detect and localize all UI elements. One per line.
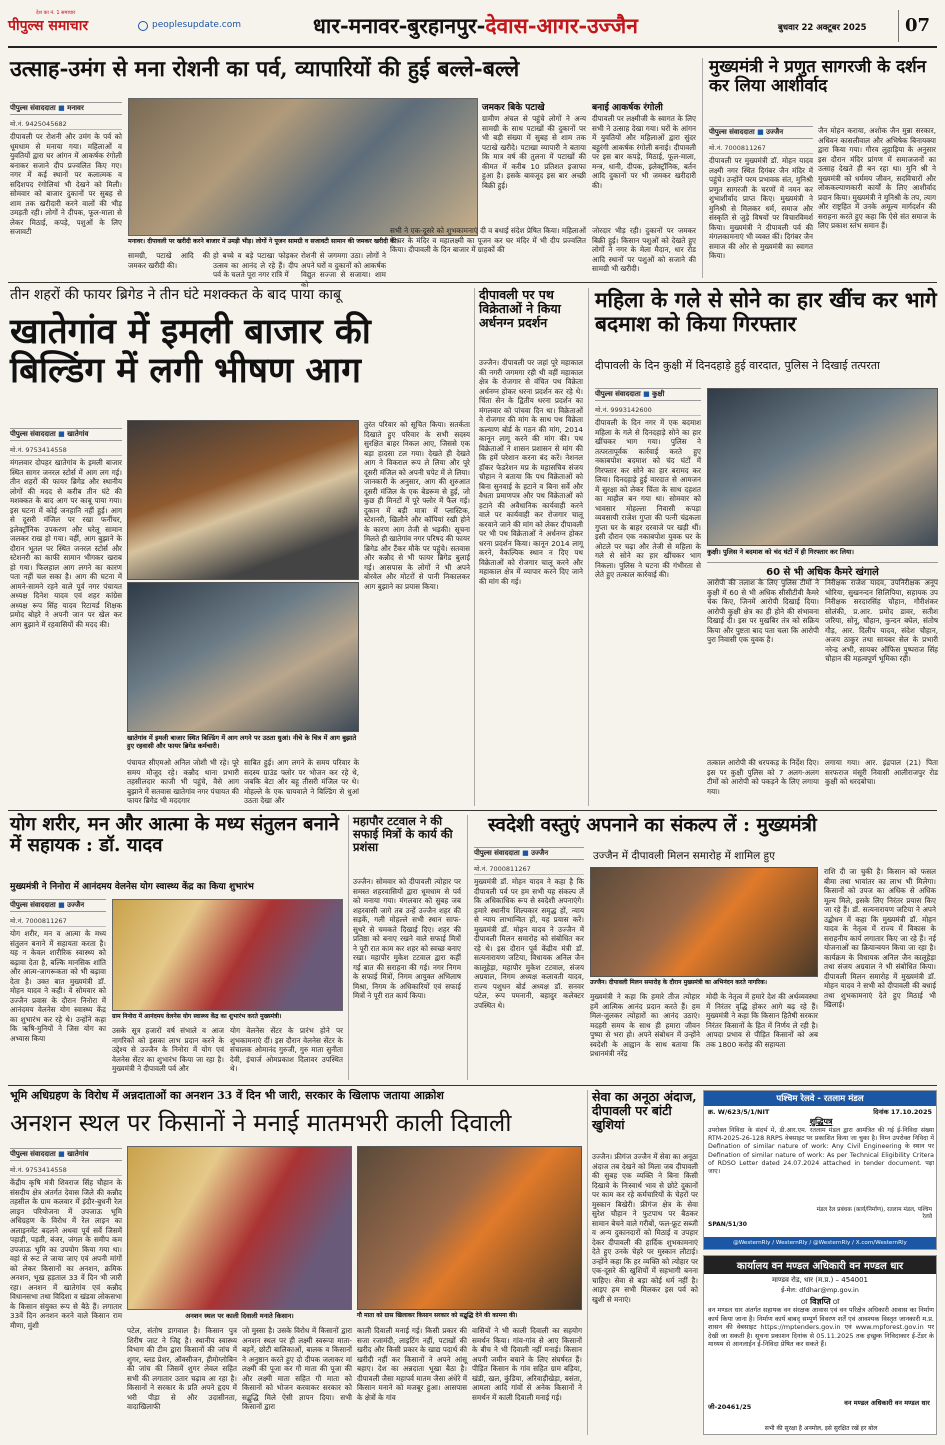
farmers-story-col3: जो मुस्सा है। उसके विरोध में किसानों द्वारा अनशन स्थल पर ही लक्ष्मी स्वरूपा माता-बहनें, छोटी बालिकाओं, बालक व किसानों ने अनुष्ठान करते हुए दो दीपक जलाकर मां लक्ष्मी की पूजा कर गौ माता की पूजा की और लक्ष्मी माता सहित गौ माता को किसानों को भोजन करवाकर सरकार को सद्बुद्धि मिले ऐसी ज्ञापन दिया। सभी किसानों द्वारा xyxy=(242,1326,352,1411)
forest-notice xyxy=(703,1255,937,1435)
farmers-story-kicker: भूमि अधिग्रहण के विरोध में अन्नदाताओं का अनशन 33 वें दिन भी जारी, सरकार के खिलाफ जताया आक्रोश xyxy=(10,1089,444,1102)
byline-place: कुक्षी xyxy=(652,390,665,398)
top-story-mobile: मो.नं. 9425045682 xyxy=(10,118,122,130)
byline-name: पीपुल्स संवाददाता xyxy=(474,849,520,857)
edition-title xyxy=(313,12,638,40)
railway-notice-header: पश्चिम रेलवे - रतलाम मंडल xyxy=(704,1091,936,1106)
railway-notice-ref: क्र. W/623/5/1/NIT xyxy=(708,1108,770,1116)
forest-notice-footer: सभी की सुरक्षा है अनमोल, इसे सुरक्षित रखें हर बोल xyxy=(764,1425,878,1432)
yoga-story-col2: उसके सूत्र हजारों वर्ष संभाले व आज नागरिकों को इसका लाभ प्रदान करने के उद्देश्य से उज्जैन के निनोरा में योग एवं वेलनेस सेंटर का शुभारंभ किया जा रहा है। मुख्यमंत्री ने दीपावली पर्व और xyxy=(112,1026,224,1073)
swadeshi-story-byline xyxy=(474,847,584,860)
byline-dot-icon: ■ xyxy=(757,128,764,136)
railway-notice-signer: मंडल रेल प्रबंधक (कार्य/निर्माण), रतलाम मंडल, पश्चिम रेलवे xyxy=(816,1207,932,1221)
brand-block xyxy=(8,10,133,44)
top-story-sub2-body: दीपावली पर लक्ष्मीजी के स्वागत के लिए सभी ने उत्साह देखा गया। घरों के आंगन में युवतियों और महिलाओं द्वारा सुंदर बहुरंगी आकर्षक रंगोली बनाई। दीपावली पर इस बार कपड़े, मिठाई, फूल-माला, मन्त्र, धानी, दीपक, इलेक्ट्रॉनिक, बर्तन आदि दुकानों पर भी जमकर खरीदारी की। xyxy=(592,114,696,190)
cm-pranut-mobile: मो.नं. 7000811267 xyxy=(709,142,813,154)
top-story-col5: रोशनी से जगमगा उठा। लोगों ने अपने घरों व दुकानों को आकर्षक विद्युत सज्जा से सजाया। शाम को xyxy=(301,251,387,289)
divider xyxy=(8,810,937,811)
market-crowd-photo xyxy=(128,98,478,236)
fire-story-bottom2: साबित हुई। आग लगने के समय परिवार के सदस्य ग्राउंड फ्लोर पर भोजन कर रहे थे, जबकि बेटा और बहू तीसरी मंजिल पर थे। मोहल्ले के एक चायवाले ने बिल्डिंग से धुआं उठता देखा और xyxy=(244,758,359,805)
swadeshi-story-subhead: उज्जैन में दीपावली मिलन समारोह में शामिल हुए xyxy=(593,850,775,862)
necklace-story xyxy=(588,288,937,806)
swadeshi-story-photo-caption: उज्जैन। दीपावली मिलन समारोह के दौरान मुख्यमंत्री का अभिनंदन करते नागरिक। xyxy=(590,979,818,989)
byline-dot-icon: ■ xyxy=(522,849,529,857)
top-story-sub2-tail: जोरदार भीड़ रही। दुकानों पर जमकर बिक्री हुई। किसान पशुओं को देखते हुए लोगों ने नगर के मेला मैदान, धार रोड आदि स्थानों पर पशुओं को सजाने की सामग्री भी खरीदी। xyxy=(592,226,696,273)
swadeshi-story-mobile: मो.नं. 7000811267 xyxy=(474,863,584,875)
railway-notice-title: शुद्धिपत्र xyxy=(809,1117,833,1126)
fire-story-bottom1: पंचायत सीएमओ अनिल जोशी भी रहे। पूरे समय मौजूद रहे। कन्नौद थाना प्रभारी तहसीलदार काजी भी पहुंचे, वैसे आग बुझाने में सतवास खातेगांव नगर पंचायत की फायर ब्रिगेड भी मददगार xyxy=(127,758,239,805)
fire-story-mobile: मो.नं. 9753414558 xyxy=(10,444,122,456)
yoga-story-col3: योग वेलनेस सेंटर के प्रारंभ होने पर शुभकामनाएं दीं। इस दौरान वेलनेस सेंटर के संचालक ओमानंद गुरुजी, गुरु माता सुनीता देवी, इंचार्ज ओमप्रकाश दिलावर उपस्थित थे। xyxy=(230,1026,343,1073)
forest-notice-email: ई-मेल: dfdhar@mp.gov.in xyxy=(781,1286,859,1294)
cm-pranut-byline xyxy=(709,126,813,139)
vendor-story xyxy=(474,288,584,806)
yoga-story-headline: योग शरीर, मन और आत्मा के मध्य संतुलन बनाने में सहायक : डॉ. यादव xyxy=(10,814,339,856)
top-story-col3: हो बच्चे व बड़े पटाखा फोड़कर उत्सव का आनंद ले रहे हैं। दीप पर्व के चलते पूरा नगर रात्रि में xyxy=(213,251,298,279)
forest-notice-title: कार्यालय वन मण्डल अधिकारी वन मण्डल धार xyxy=(704,1256,936,1274)
byline-name: पीपुल्स संवाददाता xyxy=(10,104,56,112)
byline-dot-icon: ■ xyxy=(58,104,65,112)
swadeshi-story-col2: मुख्यमंत्री ने कहा कि हमारे तीज त्योहार हमें आत्मिक आनंद प्रदान करते हैं। हम मिल-जुलकर त्योहारों का आनंद उठाएं। मदहरी समय के साथ ही हमारा जीवन पुष्पा से भरा हो। अपने संबोधन में उन्होंने स्वदेशी के आह्वान के साथ बताया कि प्रधानमंत्री नरेंद्र xyxy=(590,992,700,1058)
seva-story-headline: सेवा का अनूठा अंदाज, दीपावली पर बांटी खुशियां xyxy=(592,1089,697,1132)
byline-place: उज्जैन xyxy=(531,849,549,857)
farmers-story-col4: काली दिवाली मनाई गई। किसी प्रकार की सजा रजामंदी, लाइटिंग नहीं, पटाखों की खरीद और किसी प्रकार के खाद्य पदार्थ की खरीदी नहीं कर किसानों ने अपने आंसू बहाए। देश का अन्नदाता भूखा बैठा है। दीपावली जैसा महापर्व मातम जैसा अंधेरे में किसान मनाने को मजबूर हुआ। आसपास के क्षेत्रों के गांव xyxy=(357,1326,467,1402)
swadeshi-story-col3: मोदी के नेतृत्व में हमारे देश की अर्थव्यवस्था में निरंतर वृद्धि होकर आगे बढ़ रहे हैं। मुख्यमंत्री ने कहा कि किसान हितैषी सरकार निरंतर किसानों के हित में निर्णय ले रही है। आपदा प्रभाव से पीड़ित किसानों को अब तक 1800 करोड़ की सहायता xyxy=(706,992,818,1049)
top-story xyxy=(10,57,696,289)
swadeshi-story xyxy=(467,815,937,1080)
divider xyxy=(8,282,937,283)
fire-story-col1: मंगलवार दोपहर खातेगांव के इमली बाजार स्थित सागर जनरल स्टोर्स में आग लग गई। तीन शहरों की फायर ब्रिगेड और स्थानीय लोगों की मदद से करीब तीन घंटे की मशक्कत के बाद आग पर काबू पाया गया। इस घटना में कोई जनहानि नहीं हुई। आग से दूसरी मंजिल पर रखा फर्नीचर, इलेक्ट्रॉनिक उपकरण और घरेलू सामान जलकर राख हो गया। वहीं, आग बुझाने के दौरान भूतल पर स्थित जनरल स्टोर्स और स्टेशनरी का काफी सामान भीगकर खराब हो गया। फिलहाल आग लगने का कारण पता नहीं चल सका है। आग की घटना में आमने-सामने रहने वाले पूर्व नगर पंचायत अध्यक्ष दिनेश यादव एवं शहर कांग्रेस अध्यक्ष रूप सिंह यादव रिटायर्ड शिक्षक प्रमोद बोहरे ने अपनी जान पर खेल कर आग बुझाने में रहवासियों की मदद की। xyxy=(10,458,122,629)
swadeshi-story-col4: राशि दी जा चुकी है। किसान को फसल बीमा तथा भावांतर का लाभ भी मिलेगा। किसानों को उपज का अधिक से अधिक मूल्य मिले, इसके लिए निरंतर प्रयास किए जा रहे हैं। डॉ. सत्यनारायण जटिया ने अपने उद्बोधन में कहा कि मुख्यमंत्री डॉ. मोहन यादव के नेतृत्व में राज्य में विकास के सराहनीय कार्य लगातार किए जा रहे हैं। नई योजनाओं का क्रियान्वयन किया जा रहा है। कार्यक्रम के विधायक अनिल जैन कालूहेड़ा तथा संजय अग्रवाल ने भी संबोधित किया। दीपावली मिलन समारोह में मुख्यमंत्री डॉ. मोहन यादव ने सभी को दीपावली की बधाई तथा शुभकामनाएं देते हुए मिठाई भी खिलाई। xyxy=(824,867,936,1009)
farmers-story-mobile: मो.नं. 9753414558 xyxy=(10,1164,122,1176)
fire-story-byline xyxy=(10,428,122,441)
byline-dot-icon: ■ xyxy=(58,1150,65,1158)
yoga-story-photo-caption: ग्राम निनोरा में आनंदमय वेलनेस योग स्वास्थ्य केंद्र का शुभारंभ करते मुख्यमंत्री। xyxy=(112,1013,343,1023)
necklace-story-mobile: मो.नं. 9993142600 xyxy=(595,404,701,416)
fire-story xyxy=(10,288,470,806)
railway-notice xyxy=(703,1090,937,1250)
yoga-story-mobile: मो.नं. 7000811267 xyxy=(10,915,106,927)
forest-notice-address: माण्डव रोड, धार (म.प्र.) – 454001 xyxy=(771,1276,869,1284)
top-story-col2: सामग्री, पटाखे आदि की जमकर खरीदी की। xyxy=(128,251,210,270)
fire-building-photo xyxy=(127,420,359,580)
necklace-story-subhead: दीपावली के दिन कुक्षी में दिनदहाड़े हुई वारदात, पुलिस ने दिखाई तत्परता xyxy=(595,359,880,372)
top-story-sub2-head: बनाई आकर्षक रंगोली xyxy=(592,103,663,113)
railway-notice-social[interactable]: @WesternRly / WesternRly / @WesternRly / X.com/WesternRly xyxy=(704,1237,936,1249)
vendor-story-body: उज्जैन। दीपावली पर जहां पूरे महाकाल की नगरी जगमगा रही थी वहीं महाकाल क्षेत्र के रोजगार से वंचित पथ विक्रेता अर्धनग्न होकर धरना प्रदर्शन कर रहे थे। चिंता सेन के द्वितीय धरना प्रदर्शन का मंगलवार को पांचवा दिन था। विक्रेताओं ने रोजगार की मांग के साथ पथ विक्रेता कल्याण बोर्ड के गठन की मांग, 2014 कानून लागू करने की मांग की। पथ विक्रेताओं ने शासन प्रशासन से मांग की कि हमें परेशान करना बंद करें। नेशनल हॉकर फेडरेशन मप्र के महासचिव संजय चौहान ने बताया कि पथ विक्रेताओं को बिना सुनवाई के हटाने व बिना सर्वे और वैधता प्रमाणपत्र और पथ विक्रेताओं को हटाने की अवैधानिक कार्यवाही करने वाले पर कार्यवाही कर रोजगार चालू करवाने जाने की मांग को लेकर दीपावली पर भी पथ विक्रेताओं ने अर्धनग्न होकर धरना प्रदर्शन किया। कानून 2014 लागू करने, वैकल्पिक स्थान न दिए पथ विक्रेताओं को रोजगार चालू करने और महाकाल क्षेत्र में व्यापार करने दिए जाने की मांग की गई। xyxy=(479,358,583,586)
farmers-story-col2: पटेल, संतोष डागवाल है। किसान पुत्र शिरीष जाट ने जिद्द है। स्थानीय स्वास्थ्य विभाग की टीम द्वारा किसानों की जांच में शुगर, ब्लड प्रेशर, ऑक्सीजन, हीमोग्लोबिन की जांच की जिसमें शुगर लेवल सहित सभी की लगातार उतार चढ़ाव आ रहा है। किसानों ने सरकार के प्रति अपने हृदय में भरी पीड़ा से और उदासीनता, वादाखिलाफी xyxy=(127,1326,237,1411)
vendor-story-headline: दीपावली पर पथ विक्रेताओं ने किया अर्धनग्न प्रदर्शन xyxy=(479,287,561,330)
byline-dot-icon: ■ xyxy=(58,901,65,909)
farmers-story-col5: वासियों ने भी काली दिवाली का सहयोग समर्थन किया। गांव-गांव से आए किसानों के बीच ने भी दिवाली नहीं मनाई। किसान अपनी जमीन बचाने के लिए संघर्षरत हैं। पीड़ित किसान के गांव सहित ग्राम बड़िया, खंडी, खल, कुंडिया, अरिवाड़ीखेड़ा, बसंता, आमला आदि गांवों से अनेक किसानों ने समर्थन में काली दिवाली मनाई गई। xyxy=(472,1326,582,1402)
forest-notice-signer: वन मण्डल अधिकारी वन मण्डल धार xyxy=(844,1399,930,1407)
yoga-inauguration-photo xyxy=(112,899,343,1011)
byline-name: पीपुल्स संवाददाता xyxy=(10,901,56,909)
cm-pranut-col2: जैन मोहन कराया, अशोक जैन मुन्ना सरकार, अधिवन कासलीवाल और अभिषेक बिनायक्या द्वारा किया गया। गौरव लुहाड़िया के अनुसार इस दौरान मंदिर प्रांगण में समाजजनों का उत्साह देखते ही बन रहा था। मुनि श्री ने मुख्यमंत्री को धर्ममय जीवन, सदविचारों और लोककल्याणकारी कार्यों के लिए आशीर्वाद प्रदान किया। मुख्यमंत्री ने मुनिश्री के तप, त्याग और राष्ट्रहित में उनके अमूल्य मार्गदर्शन की सराहना करते हुए कहा कि ऐसे संत समाज के लिए प्रकाश स्तंभ समान हैं। xyxy=(818,126,936,230)
farmers-story-col1: केंद्रीय कृषि मंत्री शिवराज सिंह चौहान के संसदीय क्षेत्र अंतर्गत देवास जिले की कन्नौद तहसील के ग्राम कलवार में इंदौर-बुधनी रेल लाइन परियोजना में उपजाऊ भूमि अधिग्रहण के विरोध में रेल लाइन का अलाइनमेंट बदलने अथवा पूर्व सर्वे जिसमें पहाड़ी, पड़ती, बंजर, जंगल के समीप कम उपजाऊ भूमि का उपयोग किया गया था। वहां से रूट ले जाया जाए एवं अपनी मांगों को लेकर किसानों का अनशन, क्रमिक अनशन, भूख हड़ताल 33 वें दिन भी जारी रहा। अनशन में खातेगांव एवं कन्नौद विधानसभा तथा विदिशा व खंडवा लोकसभा के किसान संयुक्त रूप से बैठे हैं। लगातार 33वें दिन अनशन करने वाले किसान राम मीणा, मुंशी xyxy=(10,1178,122,1330)
swadeshi-story-col1: मुख्यमंत्री डॉ. मोहन यादव ने कहा है कि दीपावली पर्व पर हम सभी यह संकल्प लें कि अधिकाधिक रूप से स्वदेशी अपनाएंगे। हमारे स्थानीय शिल्पकार समृद्ध हों, न्याय से न्याय लाभान्वित हों, यह प्रयास करें। मुख्यमंत्री डॉ. मोहन यादव ने उज्जैन में दीपावली मिलन समारोह को संबोधित कर रहे थे। इस दौरान पूर्व केंद्रीय मंत्री डॉ. सत्यनारायण जटिया, विधायक अनिल जैन कालूहेड़ा, महापौर मुकेश टटवाल, संजय अग्रवाल, निगम अध्यक्ष कलावती यादव, राज्य पशुधन बोर्ड अध्यक्ष डॉ. सनवर पटेल, रूप पमनानी, बहादुर कलेक्टर उपस्थित थे। xyxy=(474,877,584,1010)
byline-dot-icon: ■ xyxy=(643,390,650,398)
forest-notice-ref: जी-20461/25 xyxy=(708,1403,752,1411)
necklace-story-sub-tail: तत्काल आरोपी की धरपकड़ के निर्देश दिए। इस पर कुक्षी पुलिस को 7 अलग-अलग टीमों को आरोपी को पकड़ने के लिए लगाया गया। xyxy=(707,758,819,796)
seva-story xyxy=(587,1090,699,1435)
fire-brigade-photo xyxy=(127,582,359,732)
fire-story-headline: खातेगांव में इमली बाजार की बिल्डिंग में लगी भीषण आग xyxy=(10,310,371,391)
edition-cities: धार-मनावर-बुरहानपुर- xyxy=(313,13,486,38)
farmers-story xyxy=(10,1090,582,1435)
necklace-story-sub-tail2: लगाया गया। आर. इंद्रपाल (21) पिता सरफराज मंसूरी निवासी आलीराजपुर रोड कुक्षी को धरदबोचा। xyxy=(825,758,938,786)
necklace-story-body: दीपावली के दिन नगर में एक बदमाश महिला के गले से दिनदहाड़े सोने का हार खींचकर भाग गया। पुलिस ने तत्परतापूर्वक कार्रवाई करते हुए नकाबपोश बदमाश को चंद घंटों में गिरफ्तार कर सोने का हार बरामद कर लिया। दिनदहाड़े हुई वारदात से आमजन में सुरक्षा को लेकर चिंता के साथ दहशत का माहौल बन गया था। सोमवार को भावसार मोहल्ला निवासी कपड़ा व्यवसायी राजेश गुप्ता की पत्नी चंद्रकला गुप्ता घर के बाहर दरवाजे पर खड़ी थीं। इसी दौरान एक नकाबपोश युवक घर के ओटले पर चढ़ा और तेजी से महिला के गले से सोने का हार खींचकर भाग निकला। पुलिस ने घटना की गंभीरता से लेते हुए तत्काल कार्रवाई की। xyxy=(595,418,701,579)
forest-notice-label: ः विज्ञप्ति ः xyxy=(800,1297,840,1306)
swadeshi-milan-photo xyxy=(590,867,818,977)
website-link[interactable]: peoplesupdate.com xyxy=(152,20,241,30)
necklace-story-sub-body: आरोपी की तलाश के लिए पुलिस टीमों ने कुक्षी में 60 से भी अधिक सीसीटीवी कैमरे चेक किए, जिनमें आरोपी दिखाई दिया। आरोपी कुक्षी क्षेत्र का ही होने की संभावना दिखाई दी। इस पर मुखबिर तंत्र को सक्रिय किया और पुष्टता बाद पता चला कि आरोपी पुरा निवासी एक युवक है। xyxy=(707,578,819,644)
yoga-story-byline xyxy=(10,899,106,912)
page-number: 07 xyxy=(898,10,936,42)
swadeshi-story-headline: स्वदेशी वस्तुएं अपनाने का संकल्प लें : मुख्यमंत्री xyxy=(488,814,817,836)
cm-pranut-story xyxy=(702,58,937,278)
yoga-story-subhead: मुख्यमंत्री ने निनोरा में आनंदमय वेलनेस योग स्वास्थ्य केंद्र का किया शुभारंभ xyxy=(10,882,254,892)
railway-notice-code: SPAN/51/30 xyxy=(708,1221,747,1228)
top-story-photo-caption: मनावर। दीपावली पर खरीदी करने बाजार में उमड़ी भीड़। लोगों ने पूजन सामग्री व सजावटी सामान की जमकर खरीदी की। xyxy=(128,238,478,248)
byline-dot-icon: ■ xyxy=(58,430,65,438)
necklace-story-sub-head: 60 से भी अधिक कैमरे खंगाले xyxy=(707,562,938,580)
necklace-story-photo-caption: कुक्षी। पुलिस ने बदमाश को चंद घंटों में ही गिरफ्तार कर लिया। xyxy=(707,548,938,558)
police-arrest-photo xyxy=(707,388,938,546)
brand-logo: पीपुल्स समाचार xyxy=(8,18,89,34)
divider xyxy=(8,1085,937,1086)
byline-place: खातेगांव xyxy=(67,1150,89,1158)
byline-name: पीपुल्स संवाददाता xyxy=(595,390,641,398)
farmers-story-byline xyxy=(10,1148,122,1161)
necklace-story-byline xyxy=(595,388,701,401)
byline-name: पीपुल्स संवाददाता xyxy=(10,430,56,438)
farmers-story-photo1-caption: अनशन स्थल पर काली दिवाली मनाते किसान। xyxy=(127,1312,352,1322)
top-story-sub1-head: जमकर बिके पटाखे xyxy=(482,103,545,113)
top-story-byline xyxy=(10,102,122,115)
necklace-story-headline: महिला के गले से सोने का हार खींच कर भागे बदमाश को किया गिरफ्तार xyxy=(595,287,937,336)
byline-place: मनावर xyxy=(67,104,84,112)
cow-feeding-photo xyxy=(357,1146,582,1310)
fire-story-col2: तुरंत परिवार को सूचित किया। सतर्कता दिखाते हुए परिवार के सभी सदस्य सुरक्षित बाहर निकल आए, जिससे एक बड़ा हादसा टल गया। देखते ही देखते आग ने विकराल रूप ले लिया और पूरे दूसरी मंजिल को अपनी चपेट में ले लिया। जानकारी के अनुसार, आग की शुरुआत दूसरी मंजिल के एक बेडरूम से हुई, जो कुछ ही मिनटों में पूरे फ्लोर में फैल गई। दुकान में बड़ी मात्रा में प्लास्टिक, स्टेशनरी, खिलौने और कॉपियां रखी होने के कारण आग तेजी से भड़की। सूचना मिलते ही खातेगांव नगर परिषद की फायर ब्रिगेड और टैंकर मौके पर पहुंचे। सतवास और कन्नौद से भी फायर ब्रिगेड बुलाई गई। आसपास के लोगों ने भी अपने बोरवेल और मोटरों से पानी निकालकर आग बुझाने का प्रयास किया। xyxy=(364,420,470,591)
railway-notice-date: दिनांक 17.10.2025 xyxy=(873,1108,932,1116)
byline-place: उज्जैन xyxy=(766,128,784,136)
globe-icon xyxy=(138,21,148,31)
tatwal-story xyxy=(348,815,462,1080)
masthead xyxy=(8,8,937,48)
black-diwali-photo xyxy=(127,1146,352,1310)
yoga-story xyxy=(10,815,343,1080)
byline-name: पीपुल्स संवाददाता xyxy=(10,1150,56,1158)
brand-tagline: देश का नं. 1 समाचार xyxy=(36,10,76,16)
cm-pranut-headline: मुख्यमंत्री ने प्रणुत सागरजी के दर्शन कर लिया आशीर्वाद xyxy=(709,57,927,97)
top-story-col1: दीपावली पर रोशनी और उमंग के पर्व को धूमधाम से मनाया गया। महिलाओं व युवतियों द्वारा घर आंगन में आकर्षक रंगोली बनाकर सजाने दीप प्रज्वलित किए गए। नगर में कई स्थानों पर कलात्मक व सदिशपद रंगोलियां भी देखने को मिली। सोमवार को बाजार दुकानों पर सुबह से शाम तक खरीदारी करने वालों की भीड़ उमड़ती रही। लोगों ने दीपक, फूल-माला से लेकर मिठाई, कपड़े, पशुओं के लिए सजावटी xyxy=(10,132,122,236)
top-story-sub1-body: ग्रामीण अंचल से पहुंचे लोगों ने अन्य सामग्री के साथ पटाखों की दुकानों पर भी बड़ी संख्या में सुबह से शाम तक पटाखे खरीदे। पटाखा व्यापारी ने बताया कि मात्र वर्ष की तुलना में पटाखों की कीमत में करीब 10 प्रतिशत इजाफा हुआ है। इसके बावजूद इस बार अच्छी बिक्री हुई। xyxy=(482,114,586,190)
fire-story-photo-caption: खातेगांव में इमली बाजार स्थित बिल्डिंग में आग लगने पर उठता धुआं। नीचे के चित्र में आग बुझाते हुए रहवासी और फायर ब्रिगेड कर्मचारी। xyxy=(127,734,359,754)
railway-notice-body: उपरोक्त निविदा के संदर्भ में, डी.आर.एम. रतलाम मंडल द्वारा आमंत्रित की गई ई-निविदा संख्या RTM-2025-26-128 RRPS वेबसाइट पर प्रकाशित किया जा चुका है। निम्न उपरोक्त निविदा में Defination of similar nature of work: Any Civil Engineering के स्थान पर Defination of similar nature of work: As per Technical Eligibility Critera of RDSO Letter dated 24.07.2024 attached in tender document. पढ़ा जाए। xyxy=(708,1127,934,1175)
forest-notice-body: वन मण्डल धार अंतर्गत सहायक वन संरक्षक आवास एवं वन परिक्षेत्र अधिकारी आवास का निर्माण कार्य किया जाना है। निर्माण कार्य बाबद् सम्पूर्ण विवरण शर्तें एवं आवश्यक विस्तृत जानकारी म.प्र. शासन की वेबसाइट https://mptenders.gov.in एवं www.mpforest.gov.in पर देखी जा सकती है। सूचना प्रकाशन दिनांक से 05.11.2025 तक इच्छुक निविदाकार ई-टेंडर के माध्यम से आनलाईन ई-निविदा प्रेषित कर सकते हैं। xyxy=(708,1306,934,1349)
byline-place: उज्जैन xyxy=(67,901,85,909)
top-story-sub1-tail: सभी ने एक-दूसरे को शुभकामनाएं दी व बधाई संदेश प्रेषित किया। महिलाओं ने घर के मंदिर व महालक्ष्मी का पूजन कर घर मंदिर में भी दीप प्रज्वलित किया। दीपावली के दिन बाजार में ग्राहकों की xyxy=(390,226,586,254)
tatwal-story-headline: महापौर टटवाल ने की सफाई मित्रों के कार्य की प्रशंसा xyxy=(353,814,453,854)
cm-pranut-col1: दीपावली पर मुख्यमंत्री डॉ. मोहन यादव लक्ष्मी नगर स्थित दिगंबर जैन मंदिर में पहुंचे। उन्होंने परम प्रभावक संत, मुनिश्री प्रणुत सागरजी के चरणों में नमन कर शुभाशीर्वाद प्राप्त किए। मुख्यमंत्री ने मुनिश्री से मिलकर धर्म, समाज और संस्कृति से जुड़े विषयों पर विचारविमर्श किया। मुख्यमंत्री ने दीपावली पर्व की मंगलकामनाएं भी व्यक्त कीं। दिगंबर जैन समाज की ओर से मुख्यमंत्री का स्वागत किया। xyxy=(709,156,813,260)
byline-place: खातेगांव xyxy=(67,430,89,438)
edition-cities-highlight: देवास-आगर-उज्जैन xyxy=(485,13,638,38)
page-date: बुधवार 22 अक्टूबर 2025 xyxy=(778,23,867,33)
tatwal-story-body: उज्जैन। सोमवार को दीपावली त्योहार पर समस्त शहरवासियों द्वारा धूमधाम से पर्व को मनाया गया। मंगलवार को सुबह जब शहरवासी जागे तब उन्हें उज्जैन शहर की सड़कें, गली मोहल्ले सभी स्थान साफ-सुथरे से चमकते दिखाई दिए। शहर की प्रतिष्ठा को बनाए रखने वाले सफाई मित्रों ने पूरी रात काम कर शहर को स्वच्छ बनाए रखा। महापौर मुकेश टटवाल द्वारा कहीं गई बात की सराहना की गई। नगर निगम के सफाई मित्रों, निगम आयुक्त अभिलाष मिश्रा, निगम के अधिकारियों एवं सफाई मित्रों ने पूरी रात कार्य किया। xyxy=(353,877,461,1000)
byline-name: पीपुल्स संवाददाता xyxy=(709,128,755,136)
farmers-story-photo2-caption: गौ माता को ग्रास खिलाकर किसान सरकार को सद्बुद्धि देने की कामना की। xyxy=(357,1312,582,1322)
yoga-story-col1: योग शरीर, मन व आत्मा के मध्य संतुलन बनाने में सहायता करता है। यह न केवल शारीरिक स्वास्थ्य को बढ़ावा देता है, बल्कि मानसिक शांति और आत्म-जागरूकता को भी बढ़ावा देता है। उक्त बात मुख्यमंत्री डॉ. मोहन यादव ने कही। वे सोमवार को उज्जैन प्रवास के दौरान निनोरा में आनंदमय वेलनेस योग स्वास्थ्य केंद्र का शुभारंभ कर रहे थे। उन्होंने कहा कि ऋषि-मुनियों ने जिस योग का अभ्यास किया xyxy=(10,929,106,1043)
seva-story-body: उज्जैन। फ्रीगंज उज्जैन में सेवा का अनूठा अंदाज तब देखने को मिला जब दीपावली की सुबह एक व्यक्ति ने बिना किसी दिखावे के निःस्वार्थ भाव से छोटे दुकानों पर काम कर रहे कर्मचारियों के चेहरों पर मुस्कान बिखेरी। फ्रीगंज क्षेत्र के सेवा सुरेश चौहान ने फुटपाथ पर बैठकर सामान बेचने वाले गरीबों, फल-फ्रूट सब्जी व अन्य दुकानदारों को मिठाई व उपहार देकर दीपावली की हार्दिक शुभकामनाएं देते हुए उनके चेहरे पर मुस्कान लौटाई। उन्होंने कहा कि हर व्यक्ति को त्योहार पर एक-दूसरे की खुशियों में सहभागी बनना चाहिए। सेवा से बड़ा कोई धर्म नहीं है। आइए हम सभी मिलकर इस पर्व को खुशी से मनाएं। xyxy=(592,1152,698,1304)
fire-story-kicker: तीन शहरों की फायर ब्रिगेड ने तीन घंटे मशक्कत के बाद पाया काबू xyxy=(10,287,341,303)
necklace-story-sub-body2: निरीक्षक राजेश यादव, उपनिरीक्षक अनूप भोरिया, सुखनन्दन सिलिपिया, सहायक उप निरीक्षक सरदारसिंह चौहान, गौरीशंकर सोलंकी, प्र.आर. प्रमोद डावर, सतीश जरिया, सोनू, चौहान, कुन्दन बघेल, संतोष गौड़, आर. दिलीप यादव, संदेश चौहान, अजय ठाकुर तथा सायबर सेल के प्रभारी नरेन्द्र अभी, सायबर ऑफिस पुष्पराज सिंह चौहान की महत्वपूर्ण भूमिका रही। xyxy=(825,578,938,663)
top-story-headline: उत्साह-उमंग से मना रोशनी का पर्व, व्यापारियों की हुई बल्ले-बल्ले xyxy=(10,57,520,82)
farmers-story-headline: अनशन स्थल पर किसानों ने मनाई मातमभरी काली दिवाली xyxy=(10,1109,512,1138)
